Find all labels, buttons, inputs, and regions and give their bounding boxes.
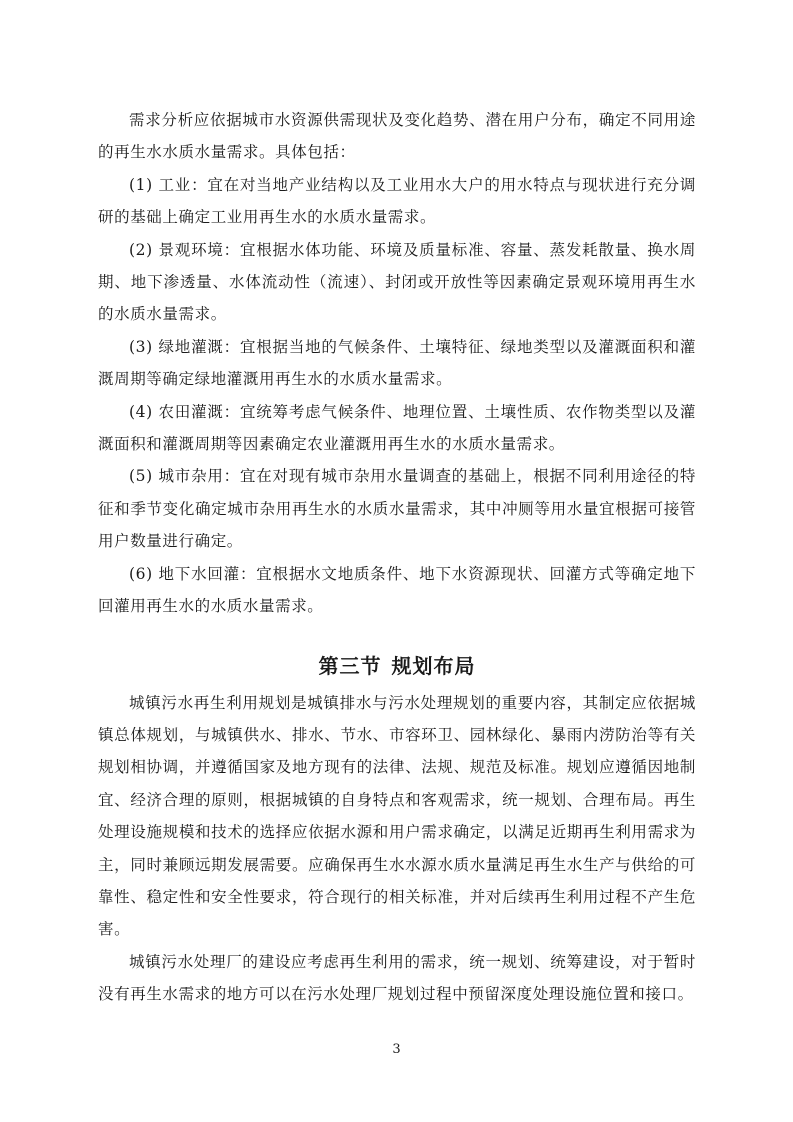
body-paragraph: 城镇污水再生利用规划是城镇排水与污水处理规划的重要内容，其制定应依据城镇总体规划，与城镇供水、排水、节水、市容环卫、园林绿化、暴雨内涝防治等有关规划相协调，并遵循国家及地方现有的法律、法规、规范及标准。规划应遵循因地制宜、经济合理的原则，根据城镇的自身特点和客观需求，统一规划、合理布局。再生处理设施规模和技术的选择应依据水源和用户需求确定，以满足近期再生利用需求为主，同时兼顾远期发展需要。应确保再生水水源水质水量满足再生水生产与供给的可靠性、稳定性和安全性要求，符合现行的相关标准，并对后续再生利用过程不产生危害。 — [98, 693, 696, 939]
item-farmland-irrigation: (4) 农田灌溉：宜统筹考虑气候条件、地理位置、土壤性质、农作物类型以及灌溉面积和灌溉周期等因素确定农业灌溉用再生水的水质水量需求。 — [98, 402, 696, 454]
item-landscape: (2) 景观环境：宜根据水体功能、环境及质量标准、容量、蒸发耗散量、换水周期、地下渗透量、水体流动性（流速）、封闭或开放性等因素确定景观环境用再生水的水质水量需求。 — [98, 240, 696, 324]
item-greenland-irrigation: (3) 绿地灌溉：宜根据当地的气候条件、土壤特征、绿地类型以及灌溉面积和灌溉周期等确定绿地灌溉用再生水的水质水量需求。 — [98, 337, 696, 389]
section-title: 规划布局 — [391, 653, 476, 678]
item-groundwater-recharge: (6) 地下水回灌：宜根据水文地质条件、地下水资源现状、回灌方式等确定地下回灌用再生水的水质水量需求。 — [98, 564, 696, 616]
body-paragraph: 城镇污水处理厂的建设应考虑再生利用的需求，统一规划、统筹建设，对于暂时没有再生水需求的地方可以在污水处理厂规划过程中预留深度处理设施位置和接口。 — [98, 952, 696, 1004]
item-industry: (1) 工业：宜在对当地产业结构以及工业用水大户的用水特点与现状进行充分调研的基础上确定工业用再生水的水质水量需求。 — [98, 175, 696, 227]
page-content — [98, 104, 696, 1011]
intro-paragraph: 需求分析应依据城市水资源供需现状及变化趋势、潜在用户分布，确定不同用途的再生水水质水量需求。具体包括： — [98, 111, 696, 162]
page-number: 3 — [392, 1042, 401, 1057]
section-heading — [98, 651, 696, 681]
section-number: 第三节 — [318, 653, 382, 678]
item-urban-misc: (5) 城市杂用：宜在对现有城市杂用水量调查的基础上，根据不同利用途径的特征和季节变化确定城市杂用再生水的水质水量需求，其中冲厕等用水量宜根据可接管用户数量进行确定。 — [98, 467, 696, 551]
